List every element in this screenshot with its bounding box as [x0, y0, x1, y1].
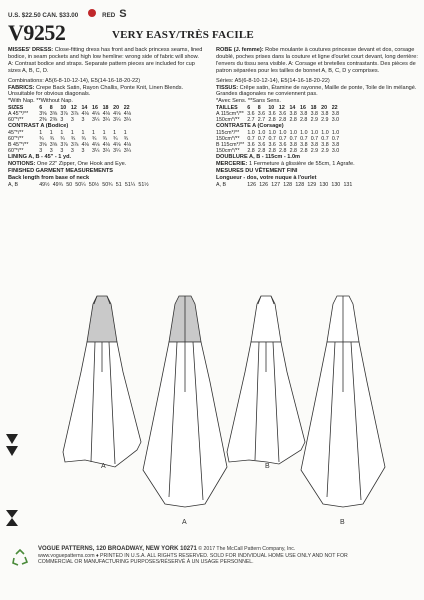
contrast-heading: CONTRAST A (Bodice) [8, 123, 69, 130]
table-cell: 1.0 [310, 130, 319, 137]
view-label: B [340, 519, 345, 526]
table-cell: 2.8 [268, 117, 276, 124]
notions: NOTIONS: One 22" Zipper, One Hook and Eye. [8, 161, 127, 168]
dress-view-b-back [301, 296, 385, 526]
table-cell: 4⅛ [102, 142, 110, 149]
table-cell: 22 [123, 105, 130, 112]
table-cell: 2.9 [321, 148, 329, 155]
back-length-label: Longueur - dos, votre nuque à l'ourlet [216, 174, 317, 181]
table-cell: 3¼ [123, 148, 132, 155]
table-cell: 2.8 [279, 148, 287, 155]
table-cell: 4⅛ [123, 142, 132, 149]
table-cell: 3⅞ [70, 111, 79, 118]
row-label: TAILLES [216, 105, 238, 112]
row-label: SIZES [8, 105, 24, 112]
table-cell: 3¼ [123, 117, 132, 124]
table-cell: 1.0 [321, 130, 329, 137]
row-label: 60"*/** [8, 117, 24, 124]
tissus: TISSUS: Crêpe satin, Étamine de rayonne, Maille de ponte, Toile de lin mélangé. [216, 84, 417, 91]
table-cell: 50½ [88, 181, 100, 188]
table-cell: 0.7 [300, 136, 308, 143]
table-cell: 22 [331, 105, 338, 112]
table-cell: 3.8 [310, 111, 318, 118]
finished-heading: MESURES DU VÊTEMENT FINI [216, 167, 298, 174]
table-cell: 3.0 [331, 117, 340, 124]
finished-table [8, 182, 152, 188]
unsuitable-note: Unsuitable for obvious diagonals. [8, 91, 91, 98]
table-cell: 4⅛ [92, 142, 100, 149]
fabrics: FABRICS: Crepe Back Satin, Rayon Challis, Ponte Knit, Linen Blends. [8, 84, 184, 91]
table-cell: 4⅛ [113, 111, 121, 118]
table-cell: 2.8 [300, 148, 308, 155]
table-cell: 3⅝ [39, 142, 47, 149]
table-cell: 3 [81, 117, 85, 124]
hourglass-marker-icon [6, 510, 18, 526]
mercerie: MERCERIE: 1 Fermeture à glissière de 55cm, 1 Agrafe. [216, 161, 355, 168]
description: ROBE (J. femme): Robe moulante à coutures princesse devant et dos, corsage doublé, poches prises dans la couture et ligne d'ourlet court devant, long derrière: l'envers du tissu sera visible. A: Corsage et bretelles contrastants. Des pièces de patron séparées pour les tailles de bonnet A, B, C, D y comprises. [216, 47, 418, 74]
table-cell: ¾ [49, 136, 55, 143]
table-cell: 2.9 [321, 117, 329, 124]
table-cell: 4⅛ [102, 111, 110, 118]
table-cell: ¾ [39, 136, 44, 143]
table-cell: 1 [92, 130, 95, 137]
table-cell: 1 [39, 130, 43, 137]
table-cell: 3.8 [300, 142, 308, 149]
table-cell: 12 [278, 105, 285, 112]
table-cell: 128 [283, 181, 293, 188]
table-cell: 14 [81, 105, 88, 112]
table-cell: 2.8 [247, 148, 255, 155]
table-cell: 4⅛ [123, 111, 132, 118]
table-cell: 3⅝ [49, 111, 58, 118]
view-label: B [265, 463, 270, 470]
table-cell: 2.8 [268, 148, 276, 155]
table-cell: 3¼ [102, 117, 110, 124]
table-cell: 18 [102, 105, 109, 112]
back-length-label: Back length from base of neck [8, 174, 90, 181]
table-cell: 128 [295, 181, 305, 188]
contrast-table [216, 130, 342, 154]
table-cell: 50¾ [102, 181, 113, 188]
table-cell: ¾ [81, 136, 86, 143]
table-cell: 3 [39, 148, 43, 155]
table-cell: 130 [331, 181, 341, 188]
series: Séries: A5(6-8-10-12-14), E5(14-16-18-20-22) [216, 77, 330, 84]
row-label: A, B [8, 181, 19, 188]
row-label: 60"*/** [8, 148, 24, 155]
copyright: © 2017 The McCall Pattern Company, Inc. [198, 546, 296, 552]
row-label: B 115cm*/** [216, 142, 245, 149]
red-dot-icon [88, 9, 96, 17]
table-cell: 12 [70, 105, 77, 112]
pattern-subtitle: VERY EASY/TRÈS FACILE [112, 29, 254, 41]
table-cell: 4⅛ [113, 142, 121, 149]
footer-rights: www.voguepatterns.com ♦ PRINTED IN U.S.A. ALL RIGHTS RESERVED. SOLD FOR INDIVIDUAL HOME USE ONLY AND NOT FOR [38, 552, 348, 559]
unsuitable-note: Grandes diagonales ne conviennent pas. [216, 91, 318, 98]
nap-note: *With Nap. **Without Nap. [8, 98, 73, 105]
table-cell: 3.8 [289, 142, 297, 149]
table-cell: 3.8 [331, 111, 340, 118]
table-cell: 127 [271, 181, 281, 188]
table-cell: 0.7 [289, 136, 297, 143]
table-cell: 3.8 [331, 142, 340, 149]
table-cell: 3 [70, 117, 74, 124]
table-cell: ¾ [102, 136, 107, 143]
red-label: RED [102, 12, 116, 19]
table-cell: 0.7 [279, 136, 287, 143]
table-cell: 49½ [39, 181, 50, 188]
table-cell: 1.0 [331, 130, 340, 137]
table-cell: 1 [102, 130, 106, 137]
table-cell: 131 [343, 181, 353, 188]
finished-table [216, 182, 355, 188]
french-column [216, 47, 418, 188]
table-cell: 0.7 [257, 136, 266, 143]
table-cell: 1 [81, 130, 85, 137]
table-cell: 4⅛ [92, 111, 100, 118]
contrast-heading: CONTRASTE A (Corsage) [216, 123, 284, 130]
row-label: A 115cm*/** [216, 111, 244, 118]
table-cell: 2.8 [278, 117, 287, 124]
table-cell: 2.7 [247, 117, 255, 124]
table-cell: 0.7 [321, 136, 329, 143]
table-cell: ¾ [113, 136, 118, 143]
dress-view-a-back [143, 296, 227, 526]
row-label: 150cm*/** [216, 148, 240, 155]
table-cell: 50 [66, 181, 73, 188]
table-cell: 130 [319, 181, 329, 188]
cut-markers [4, 432, 20, 532]
table-cell: 3.8 [310, 142, 319, 149]
footer-address: VOGUE PATTERNS, 120 BROADWAY, NEW YORK 10271 [38, 546, 197, 552]
table-cell: ¾ [70, 136, 76, 143]
table-cell: 1.0 [268, 130, 276, 137]
yardage-table [8, 105, 134, 123]
table-cell: 3 [81, 148, 85, 155]
dress-view-b-front [227, 296, 305, 470]
table-cell: 3.8 [300, 111, 308, 118]
table-cell: 2⅜ [49, 117, 58, 124]
price-header [8, 8, 127, 20]
table-cell: 6 [39, 105, 43, 112]
table-cell: 51½ [138, 181, 149, 188]
table-cell: 0.7 [310, 136, 319, 143]
nap-note: *Avec Sens. **Sans Sens. [216, 98, 281, 105]
table-cell: 3 [60, 148, 64, 155]
table-cell: 2.7 [257, 117, 266, 124]
table-cell: 3 [60, 117, 64, 124]
row-label: 45"*/** [8, 130, 24, 137]
table-cell: 3⅝ [39, 111, 47, 118]
table-cell: 3.8 [289, 111, 297, 118]
table-cell: 3.0 [331, 148, 340, 155]
table-cell: 3⅝ [49, 142, 58, 149]
yardage-table [216, 105, 342, 123]
table-cell: 1 [70, 130, 74, 137]
finished-heading: FINISHED GARMENT MEASUREMENTS [8, 167, 114, 174]
price: U.S. $22.50 CAN. $33.00 [8, 12, 79, 19]
table-cell: 20 [113, 105, 120, 112]
table-cell: 1 [49, 130, 53, 137]
table-cell: ¾ [92, 136, 97, 143]
table-cell: 20 [321, 105, 328, 112]
lining: DOUBLURE A, B - 115cm - 1.0m [216, 154, 301, 161]
table-cell: 3⅞ [60, 111, 68, 118]
table-cell: 8 [49, 105, 53, 112]
table-cell: 129 [307, 181, 317, 188]
table-cell: 126 [247, 181, 257, 188]
table-cell: 3.6 [278, 111, 287, 118]
technical-sketches [45, 292, 395, 532]
table-cell: 2.9 [310, 117, 318, 124]
row-label: A 45"*/** [8, 111, 29, 118]
table-cell: 51¼ [124, 181, 136, 188]
table-cell: 50¼ [75, 181, 86, 188]
english-column [8, 47, 204, 188]
row-label: 150cm*/** [216, 136, 240, 143]
table-cell: 51 [115, 181, 122, 188]
table-cell: 3.6 [257, 142, 266, 149]
table-cell: 1 [113, 130, 117, 137]
table-cell: 8 [257, 105, 261, 112]
table-cell: 1.0 [257, 130, 266, 137]
measurement-row [216, 182, 355, 188]
table-cell: 3.6 [257, 111, 266, 118]
table-cell: 2⅜ [39, 117, 47, 124]
table-cell: 1.0 [279, 130, 287, 137]
table-cell: 3.6 [247, 142, 255, 149]
table-cell: 10 [268, 105, 275, 112]
table-cell: 3¼ [102, 148, 110, 155]
table-cell: 1.0 [300, 130, 308, 137]
table-cell: 126 [259, 181, 269, 188]
table-cell: 2.8 [300, 117, 308, 124]
lining: LINING A, B - 45" - 1 yd. [8, 154, 72, 161]
view-label: A [182, 519, 187, 526]
measurement-row [8, 182, 152, 188]
table-cell: 16 [92, 105, 98, 112]
table-cell: ¾ [60, 136, 65, 143]
footer-usage: COMMERCIAL OR MANUFACTURING PURPOSES/RÉSERVÉ À UN USAGE PERSONNEL. [38, 559, 254, 565]
table-cell: 16 [300, 105, 306, 112]
table-cell: 1 [60, 130, 64, 137]
contrast-table [8, 130, 134, 154]
table-cell: 2.8 [257, 148, 266, 155]
view-label: A [101, 463, 106, 470]
table-cell: 49¾ [52, 181, 63, 188]
table-cell: 6 [247, 105, 251, 112]
description: MISSES' DRESS: Close-fitting dress has front and back princess seams, lined bodice, in seam pockets and high low hemline: wrong side of fabric will show. A: Contrast bodice and straps. Separate pattern pieces are included for cup sizes A, B, C, D. [8, 47, 203, 74]
row-label: 150cm*/** [216, 117, 240, 124]
table-cell: 1.0 [289, 130, 297, 137]
table-cell: 10 [60, 105, 67, 112]
table-cell: 2.8 [289, 117, 297, 124]
table-cell: 3⅞ [60, 142, 68, 149]
table-cell: 18 [310, 105, 317, 112]
combinations: Combinations: A5(6-8-10-12-14), E5(14-16-18-20-22) [8, 77, 141, 84]
table-cell: 3 [70, 148, 74, 155]
pattern-number: V9252 [8, 20, 66, 45]
table-cell: 3⅞ [70, 142, 79, 149]
row-label: 115cm*/** [216, 130, 240, 137]
table-cell: 3.8 [321, 142, 329, 149]
table-cell: 0.7 [268, 136, 276, 143]
table-cell: 1 [123, 130, 127, 137]
row-label: A, B [216, 181, 227, 188]
table-cell: 3.6 [279, 142, 287, 149]
table-cell: 3.6 [268, 142, 276, 149]
table-cell: 3¼ [113, 148, 121, 155]
table-cell: 3¼ [113, 117, 121, 124]
row-label: 60"*/** [8, 136, 24, 143]
table-cell: 4⅛ [81, 111, 89, 118]
row-label: B 45"*/** [8, 142, 29, 149]
table-cell: 3¼ [92, 117, 100, 124]
table-cell: 4⅛ [81, 142, 89, 149]
table-cell: 3.6 [247, 111, 255, 118]
footer [38, 546, 418, 566]
size-code: S [119, 8, 127, 20]
table-cell: 0.7 [331, 136, 340, 143]
table-cell: 3.6 [268, 111, 276, 118]
table-cell: 3¼ [92, 148, 100, 155]
table-cell: 2.9 [310, 148, 319, 155]
table-cell: ¾ [123, 136, 129, 143]
table-cell: 14 [289, 105, 296, 112]
table-cell: 3.8 [321, 111, 329, 118]
table-cell: 0.7 [247, 136, 255, 143]
recycle-icon [10, 548, 30, 568]
table-cell: 2.8 [289, 148, 297, 155]
dress-view-a-front [63, 296, 141, 470]
table-cell: 1.0 [247, 130, 255, 137]
table-cell: 3 [49, 148, 53, 155]
triangle-marker-icon [6, 434, 18, 456]
